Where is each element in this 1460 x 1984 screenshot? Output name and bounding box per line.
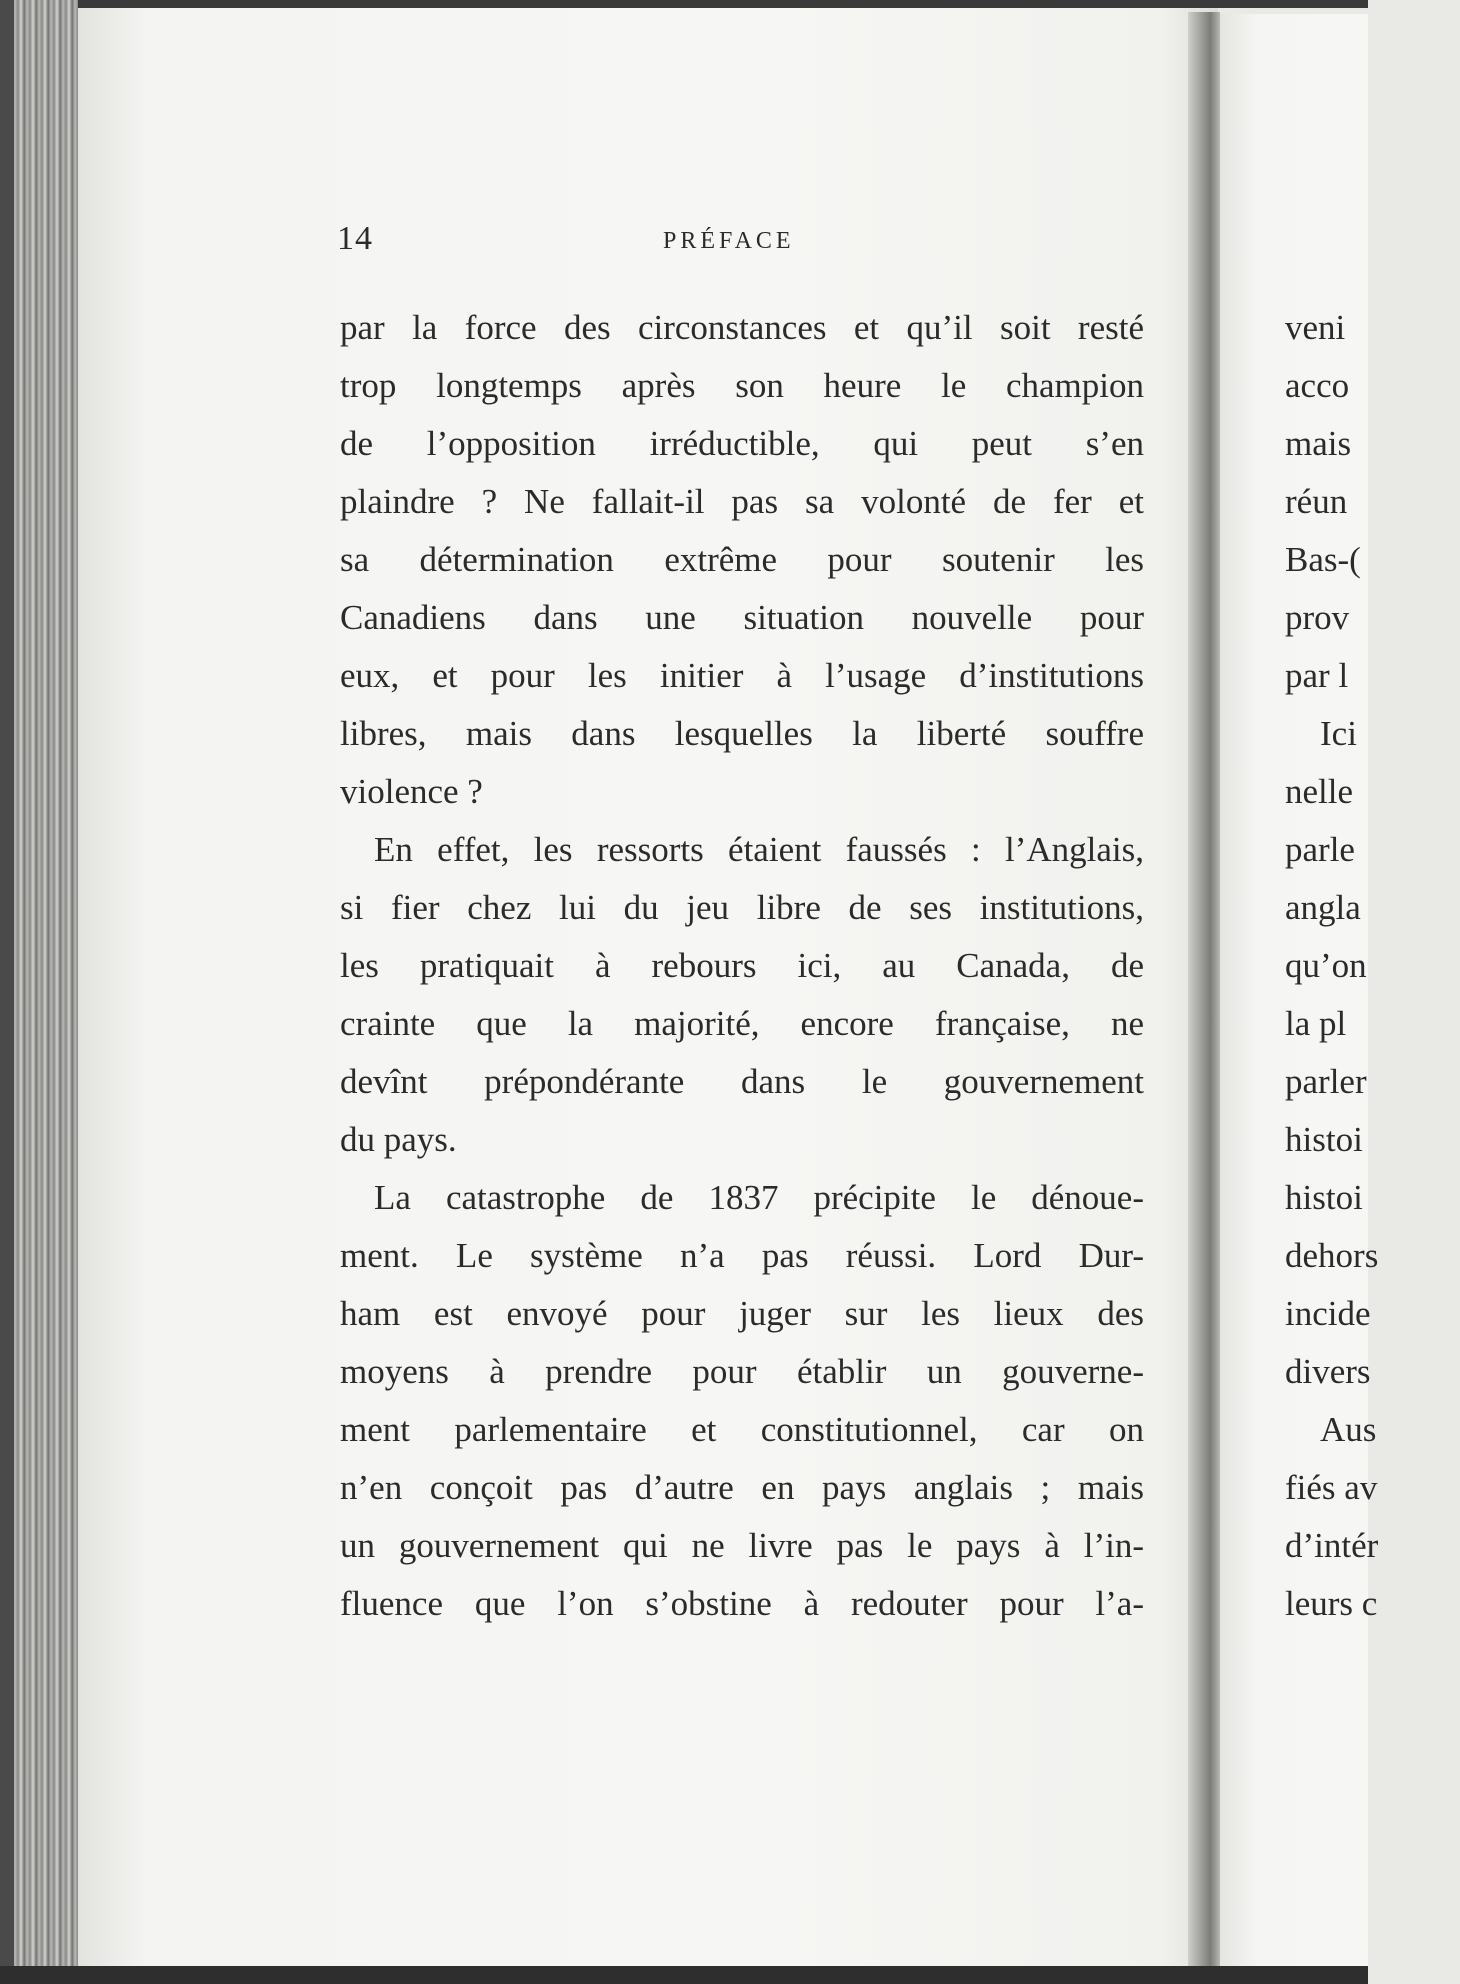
right-page-line: histoi bbox=[1285, 1120, 1363, 1159]
right-page-line: qu’on bbox=[1285, 946, 1367, 985]
body-line: trop longtemps après son heure le champion bbox=[340, 366, 1144, 405]
right-page-line: acco bbox=[1285, 366, 1350, 405]
right-page-line: Ici bbox=[1320, 714, 1357, 753]
right-page-line: leurs c bbox=[1285, 1584, 1378, 1623]
right-page-line: la pl bbox=[1285, 1004, 1347, 1043]
body-line: ment parlementaire et constitutionnel, car on bbox=[340, 1410, 1144, 1449]
body-line: violence ? bbox=[340, 772, 483, 811]
body-line: un gouvernement qui ne livre pas le pays à l’in- bbox=[340, 1526, 1144, 1565]
right-page-line: prov bbox=[1285, 598, 1350, 637]
right-page-line: veni bbox=[1285, 308, 1346, 347]
right-page-line: parler bbox=[1285, 1062, 1367, 1101]
right-page-line: fiés av bbox=[1285, 1468, 1378, 1507]
body-line: libres, mais dans lesquelles la liberté souffre bbox=[340, 714, 1144, 753]
right-page-line: divers bbox=[1285, 1352, 1371, 1391]
right-page-line: mais bbox=[1285, 424, 1352, 463]
right-page-line: incide bbox=[1285, 1294, 1371, 1333]
body-line: ham est envoyé pour juger sur les lieux des bbox=[340, 1294, 1144, 1333]
right-page-line: nelle bbox=[1285, 772, 1354, 811]
right-page-line: histoi bbox=[1285, 1178, 1363, 1217]
body-line: plaindre ? Ne fallait-il pas sa volonté de fer et bbox=[340, 482, 1144, 521]
right-page-line: Aus bbox=[1320, 1410, 1377, 1449]
body-line: du pays. bbox=[340, 1120, 457, 1159]
right-page-line: angla bbox=[1285, 888, 1361, 927]
body-line: ment. Le système n’a pas réussi. Lord Dur- bbox=[340, 1236, 1144, 1275]
running-head-title: PRÉFACE bbox=[663, 228, 795, 254]
body-line: n’en conçoit pas d’autre en pays anglais ; mais bbox=[340, 1468, 1144, 1507]
body-line: sa détermination extrême pour soutenir les bbox=[340, 540, 1144, 579]
body-line: Canadiens dans une situation nouvelle pour bbox=[340, 598, 1144, 637]
page-number: 14 bbox=[337, 220, 373, 257]
body-line: par la force des circonstances et qu’il soit resté bbox=[340, 308, 1144, 347]
right-page-line: réun bbox=[1285, 482, 1348, 521]
body-line: de l’opposition irréductible, qui peut s’en bbox=[340, 424, 1144, 463]
body-line: fluence que l’on s’obstine à redouter pour l’a- bbox=[340, 1584, 1144, 1623]
right-page-line: par l bbox=[1285, 656, 1349, 695]
body-line: crainte que la majorité, encore française, ne bbox=[340, 1004, 1144, 1043]
body-line: moyens à prendre pour établir un gouverne- bbox=[340, 1352, 1144, 1391]
body-line: devînt prépondérante dans le gouvernement bbox=[340, 1062, 1144, 1101]
body-line: La catastrophe de 1837 précipite le dénoue- bbox=[374, 1178, 1144, 1217]
right-page-line: parle bbox=[1285, 830, 1355, 869]
body-line: si fier chez lui du jeu libre de ses institutions, bbox=[340, 888, 1144, 927]
right-page-line: Bas-( bbox=[1285, 540, 1361, 579]
body-line: En effet, les ressorts étaient faussés : l’Anglais, bbox=[374, 830, 1144, 869]
right-page-line: d’intér bbox=[1285, 1526, 1379, 1565]
body-line: eux, et pour les initier à l’usage d’institutions bbox=[340, 656, 1144, 695]
body-line: les pratiquait à rebours ici, au Canada, de bbox=[340, 946, 1144, 985]
right-page-line: dehors bbox=[1285, 1236, 1379, 1275]
